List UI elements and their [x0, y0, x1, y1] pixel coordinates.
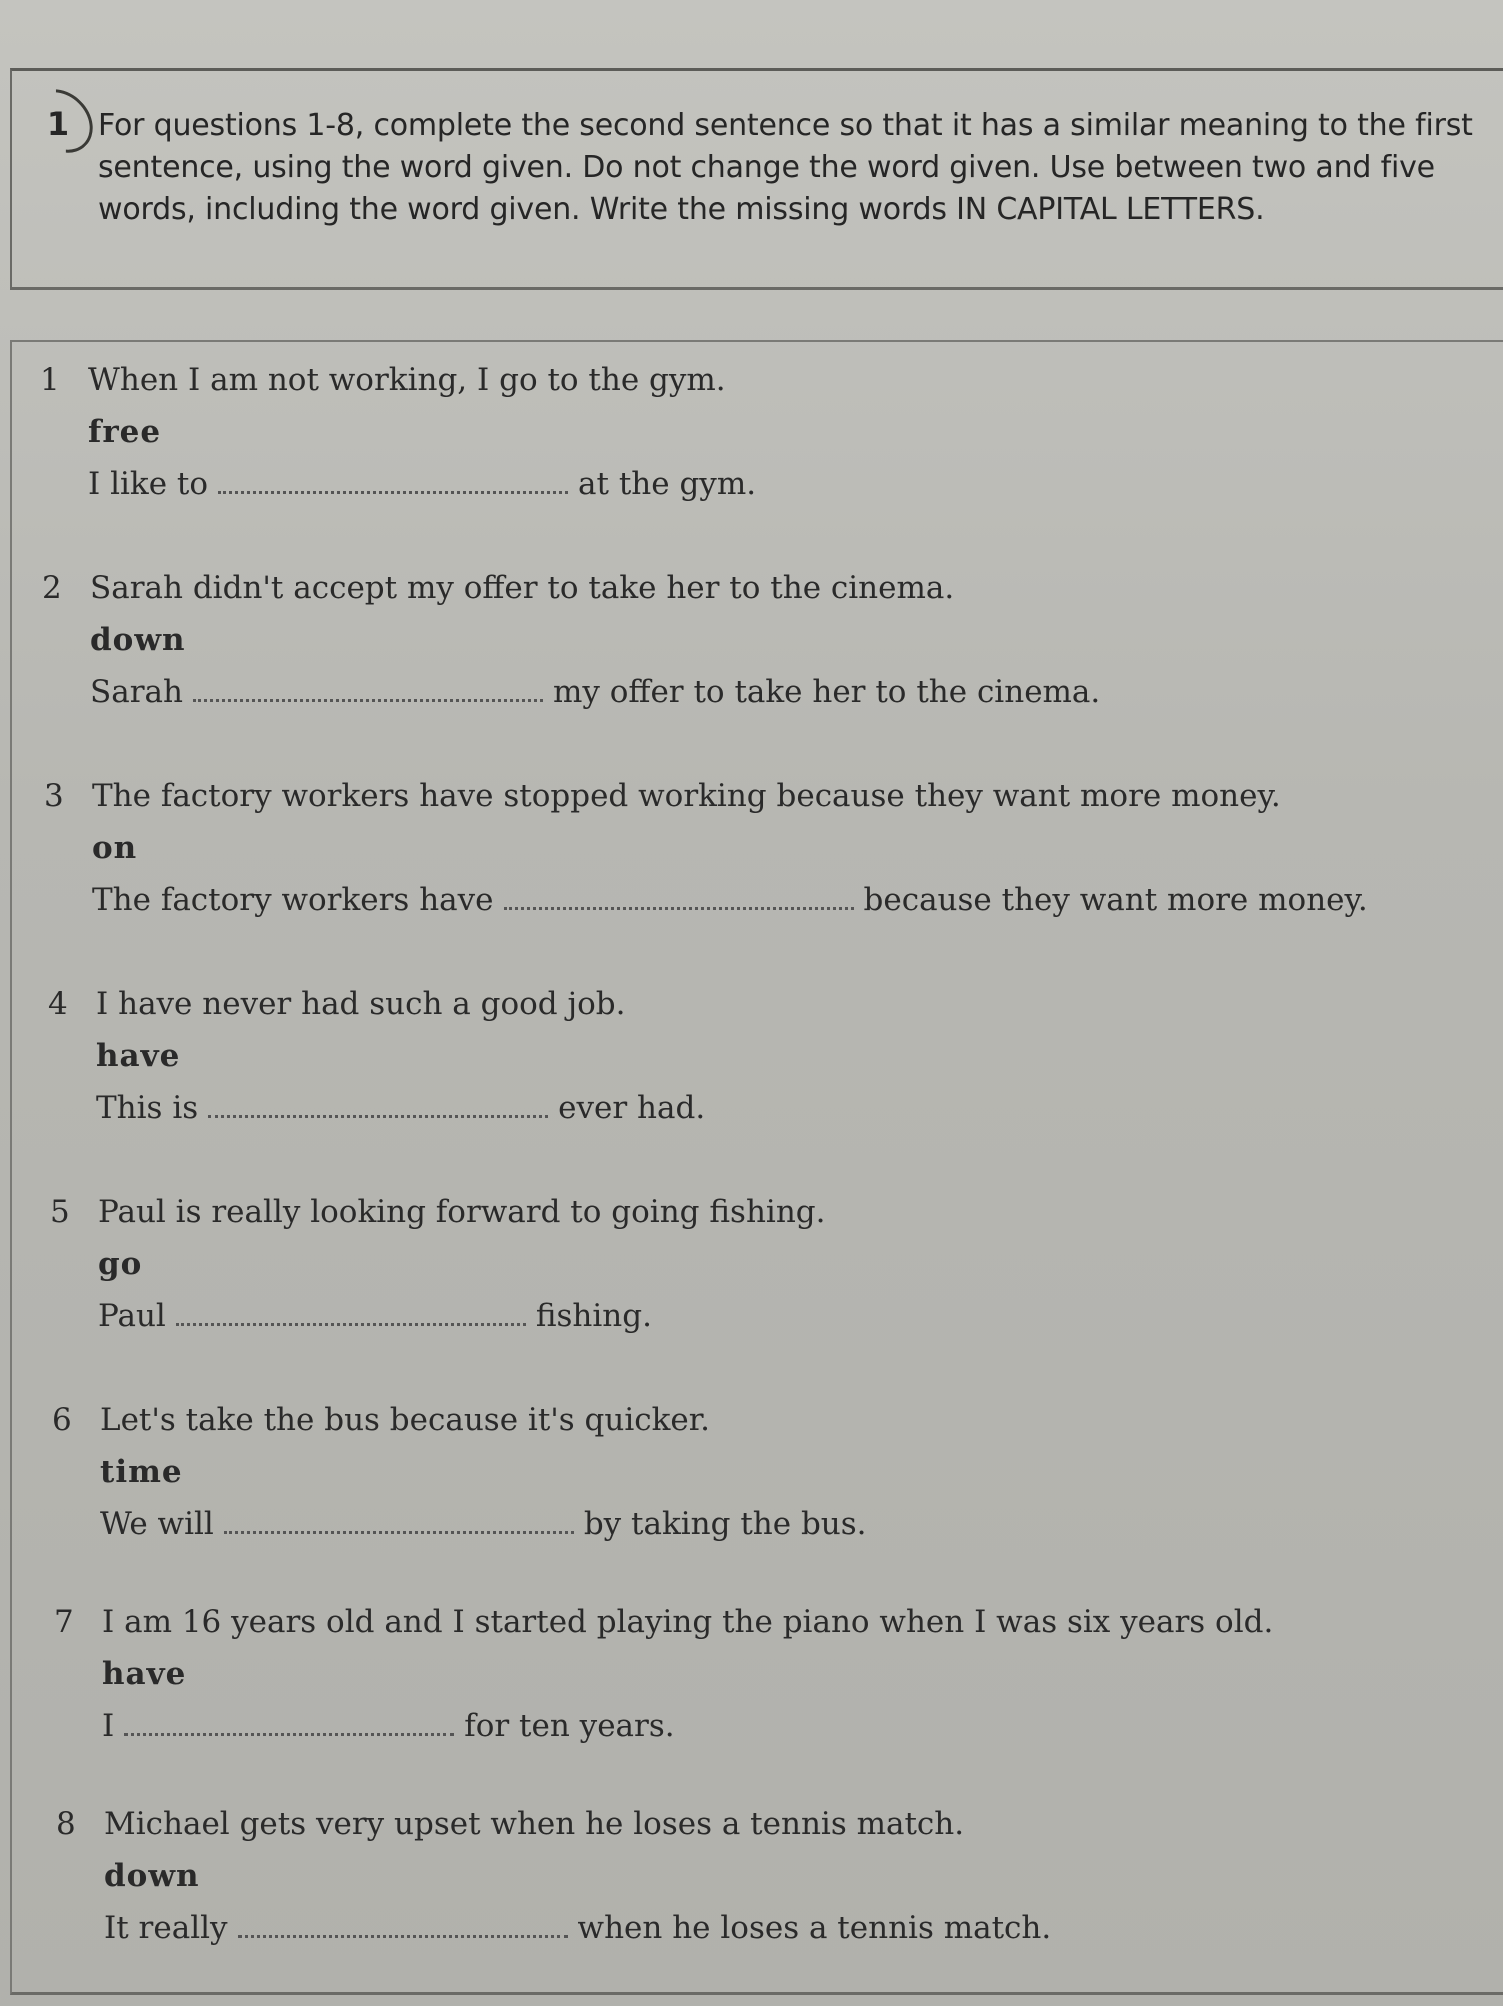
- key-word: time: [100, 1454, 183, 1490]
- key-word: down: [90, 622, 186, 658]
- instruction-text: For questions 1-8, complete the second sentence so that it has a similar meaning to the first sentence, using the word given. Do not change the word given. Use between two and five words, including the word given. Write the missing words IN CAPITAL LETTERS.: [98, 108, 1473, 227]
- answer-line: It really when he loses a tennis match.: [104, 1910, 1052, 1946]
- question-sentence: 5 Paul is really looking forward to going fishing.: [50, 1194, 826, 1230]
- answer-line: I for ten years.: [102, 1708, 675, 1744]
- answer-line: Paul fishing.: [98, 1298, 652, 1334]
- key-word: free: [88, 414, 162, 450]
- task-number: 1: [46, 105, 70, 143]
- answer-line: I like to at the gym.: [88, 466, 757, 502]
- answer-blank[interactable]: [224, 1511, 574, 1534]
- questions-box: [10, 340, 1503, 1995]
- question-number: 3: [44, 778, 64, 814]
- key-word: go: [98, 1246, 143, 1282]
- answer-blank[interactable]: [208, 1095, 548, 1118]
- question-sentence: 7 I am 16 years old and I started playing the piano when I was six years old.: [54, 1604, 1274, 1640]
- question-sentence: 2 Sarah didn't accept my offer to take her to the cinema.: [42, 570, 955, 606]
- question-number: 4: [48, 986, 68, 1022]
- question-sentence: 3 The factory workers have stopped working because they want more money.: [44, 778, 1281, 814]
- question-number: 6: [52, 1402, 72, 1438]
- question-sentence: 6 Let's take the bus because it's quicker.: [52, 1402, 711, 1438]
- answer-blank[interactable]: [176, 1303, 526, 1326]
- question-number: 1: [40, 362, 60, 398]
- question-number: 7: [54, 1604, 74, 1640]
- answer-blank[interactable]: [124, 1713, 454, 1736]
- question-sentence: 8 Michael gets very upset when he loses a tennis match.: [56, 1806, 965, 1842]
- question-number: 2: [42, 570, 62, 606]
- question-sentence: 4 I have never had such a good job.: [48, 986, 626, 1022]
- answer-blank[interactable]: [193, 679, 543, 702]
- answer-blank[interactable]: [504, 887, 854, 910]
- question-number: 5: [50, 1194, 70, 1230]
- answer-line: This is ever had.: [96, 1090, 706, 1126]
- answer-blank[interactable]: [238, 1915, 568, 1938]
- answer-line: Sarah my offer to take her to the cinema.: [90, 674, 1101, 710]
- key-word: on: [92, 830, 138, 866]
- question-sentence: 1 When I am not working, I go to the gym.: [40, 362, 726, 398]
- key-word: have: [96, 1038, 181, 1074]
- answer-line: The factory workers have because they want more money.: [92, 882, 1368, 918]
- question-number: 8: [56, 1806, 76, 1842]
- key-word: down: [104, 1858, 200, 1894]
- instruction-box: [10, 68, 1503, 290]
- key-word: have: [102, 1656, 187, 1692]
- answer-blank[interactable]: [218, 471, 568, 494]
- answer-line: We will by taking the bus.: [100, 1506, 867, 1542]
